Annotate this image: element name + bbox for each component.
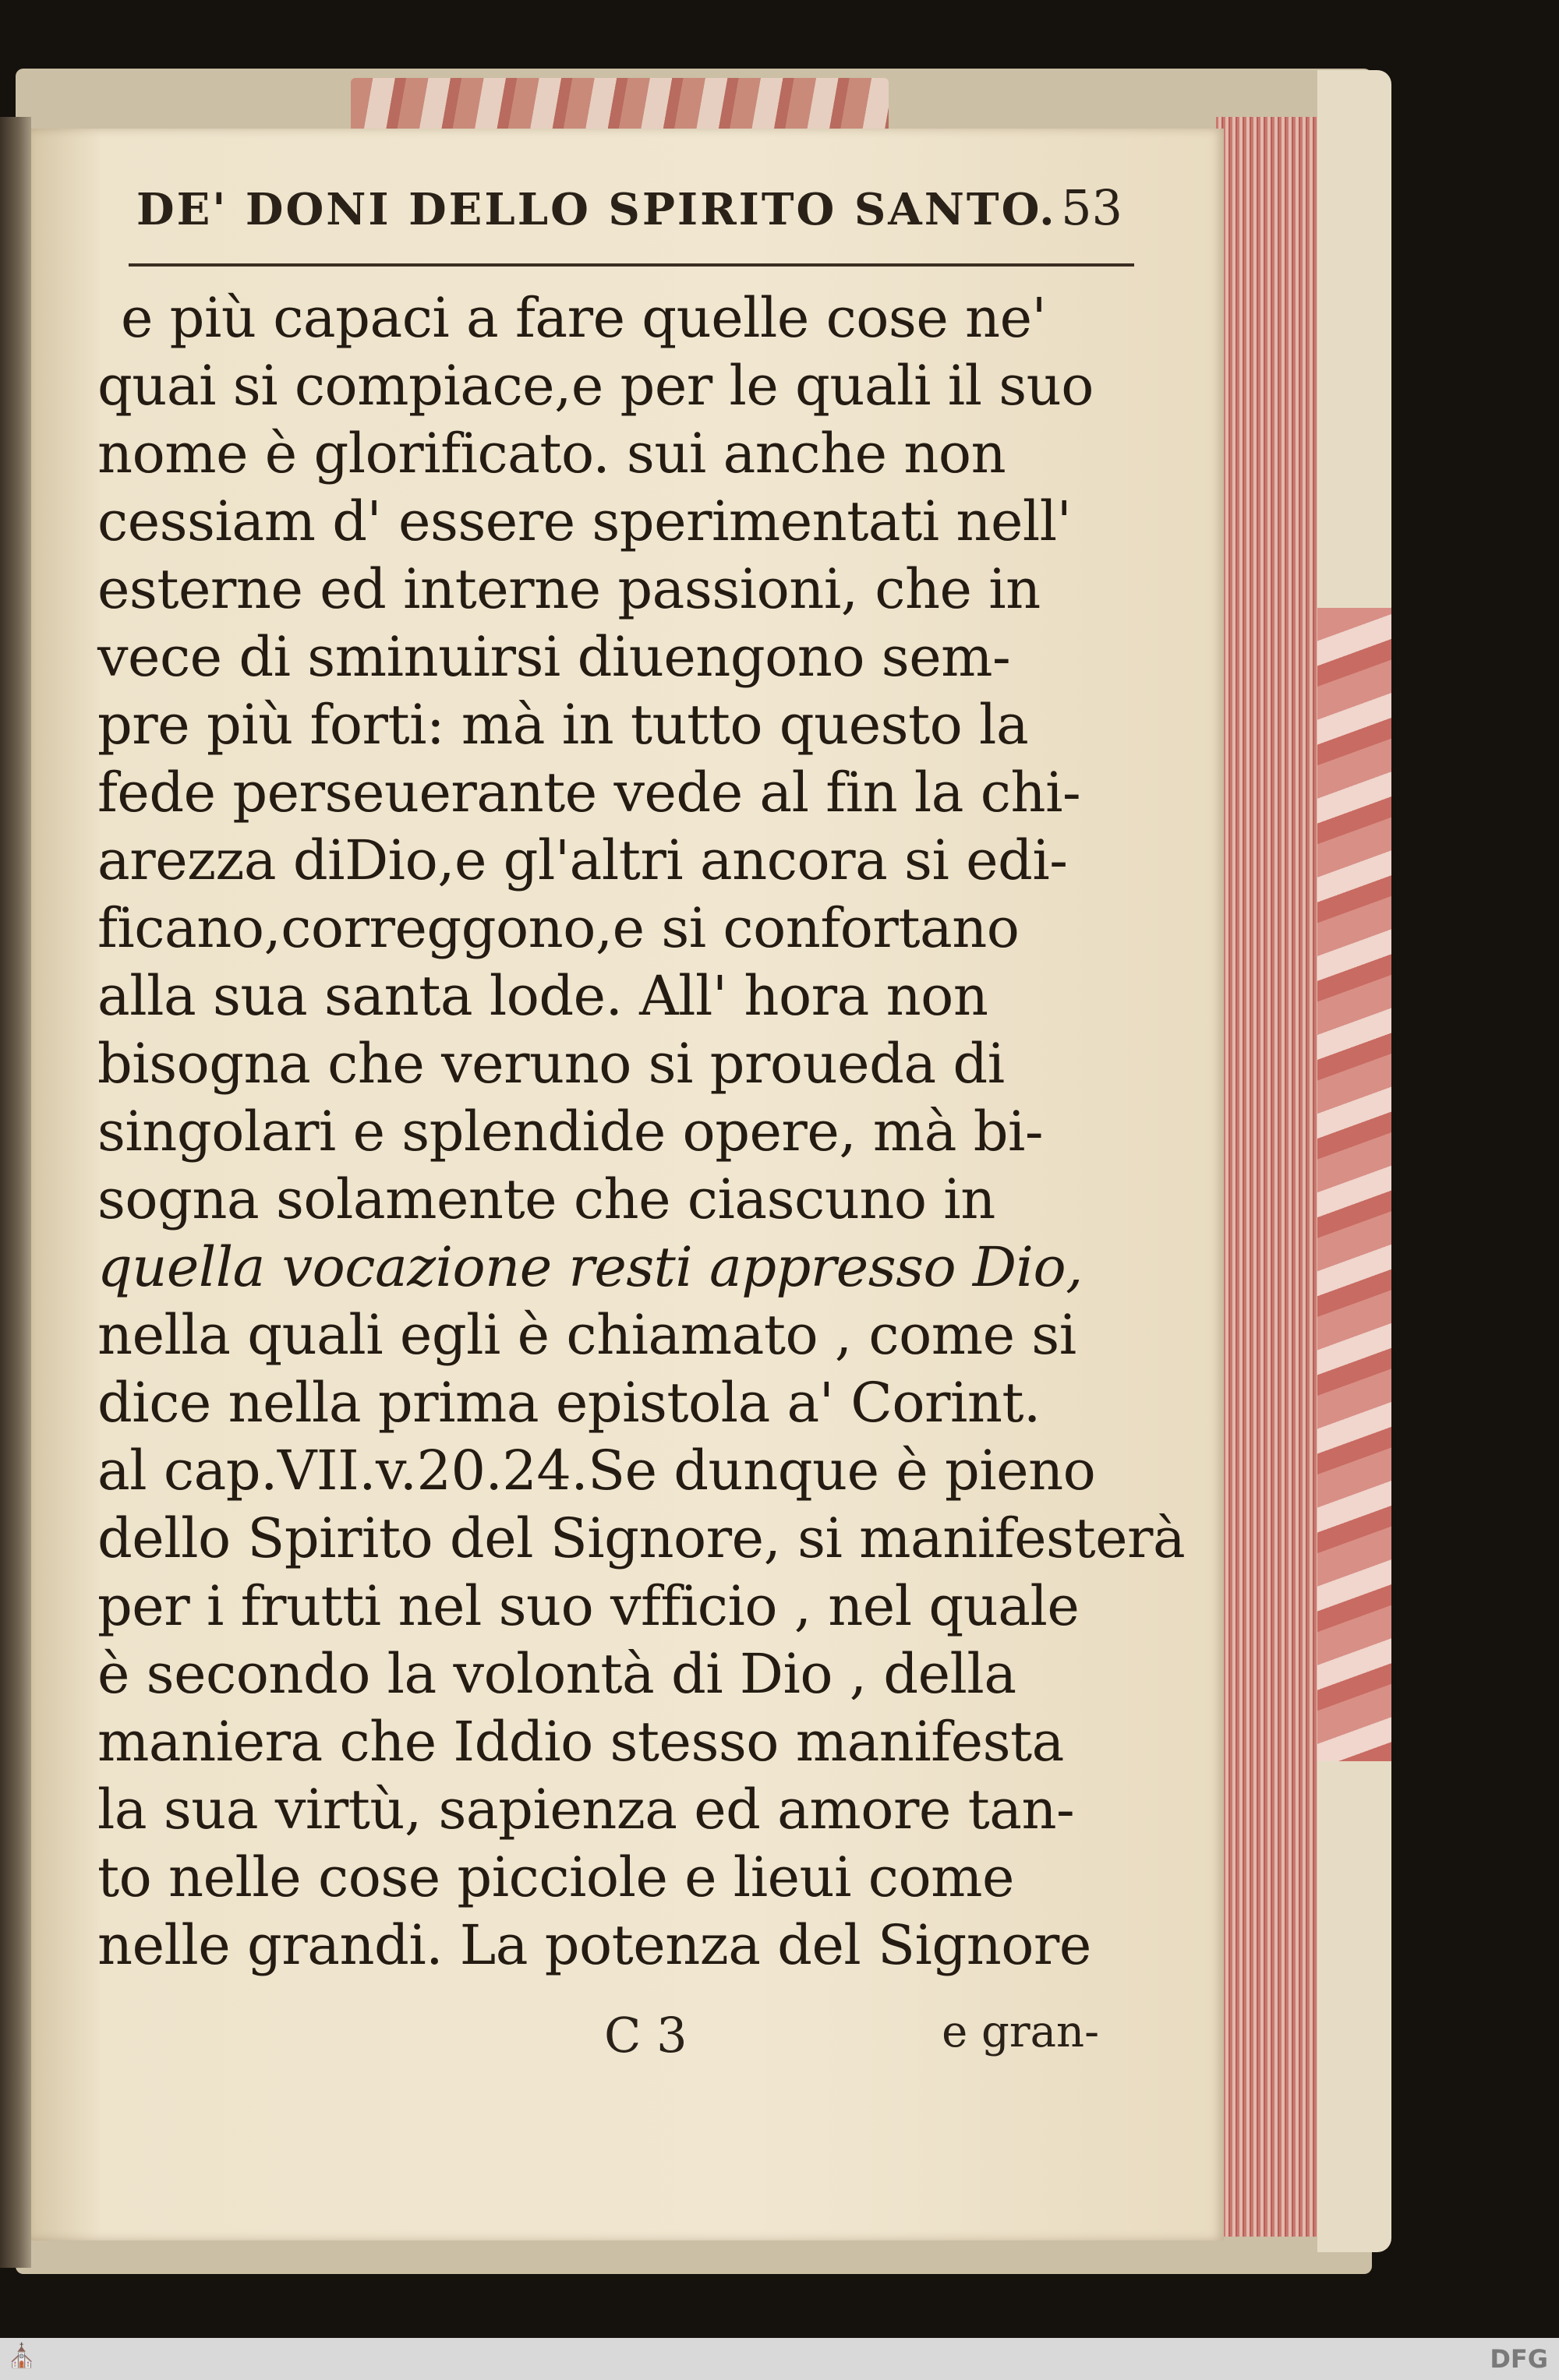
header-rule (129, 263, 1134, 267)
text-line: dello Spirito del Signore, si manifesterà (97, 1506, 1186, 1570)
text-line: pre più forti: mà in tutto questo la (97, 693, 1029, 757)
text-line: e più capaci a fare quelle cose ne' (121, 286, 1047, 350)
running-head: DE' DONI DELLO SPIRITO SANTO. (136, 184, 1057, 235)
text-line: vece di sminuirsi diuengono sem- (97, 625, 1011, 689)
text-line: quai si compiace,e per le quali il suo (97, 354, 1094, 418)
text-line: bisogna che veruno si proueda di (97, 1032, 1005, 1096)
page-number: 53 (1061, 179, 1122, 236)
text-line: è secondo la volontà di Dio , della (97, 1642, 1016, 1706)
text-line: quella vocazione resti appresso Dio, (97, 1235, 1083, 1299)
page-edges (1216, 117, 1317, 2237)
text-line: al cap.VII.v.20.24.Se dunque è pieno (97, 1439, 1096, 1503)
text-line: maniera che Iddio stesso manifesta (97, 1710, 1064, 1774)
text-line: dice nella prima epistola a' Corint. (97, 1371, 1041, 1435)
text-line: arezza diDio,e gl'altri ancora si edi- (97, 828, 1068, 892)
text-line: cessiam d' essere sperimentati nell' (97, 489, 1072, 553)
text-line: sogna solamente che ciascuno in (97, 1167, 995, 1231)
marbled-flap (1317, 608, 1391, 1761)
page-header (136, 179, 1122, 242)
text-line: singolari e splendide opere, mà bi- (97, 1100, 1044, 1164)
text-line: ficano,correggono,e si confortano (97, 896, 1020, 960)
text-line: nella quali egli è chiamato , come si (97, 1303, 1076, 1367)
signature-mark: C 3 (604, 2007, 688, 2064)
text-line: fede perseuerante vede al fin la chi- (97, 761, 1081, 825)
catchword: e gran- (942, 2007, 1099, 2057)
marbled-edge (351, 78, 889, 132)
text-line: per i frutti nel suo vfficio , nel quale (97, 1574, 1080, 1638)
book-spine (0, 117, 31, 2268)
dfg-label: DFG (1490, 2344, 1548, 2374)
body-text (97, 284, 1186, 1979)
text-line: alla sua santa lode. All' hora non (97, 964, 988, 1028)
text-line: nome è glorificato. sui anche non (97, 422, 1006, 486)
text-line: nelle grandi. La potenza del Signore (97, 1913, 1091, 1977)
text-line: esterne ed interne passioni, che in (97, 557, 1041, 621)
text-line: la sua virtù, sapienza ed amore tan- (97, 1778, 1075, 1841)
page-footer (136, 2007, 1122, 2069)
library-logo-icon: ⛪ (7, 2343, 37, 2370)
viewer-bar (0, 2338, 1559, 2380)
text-line: to nelle cose picciole e lieui come (97, 1845, 1014, 1909)
